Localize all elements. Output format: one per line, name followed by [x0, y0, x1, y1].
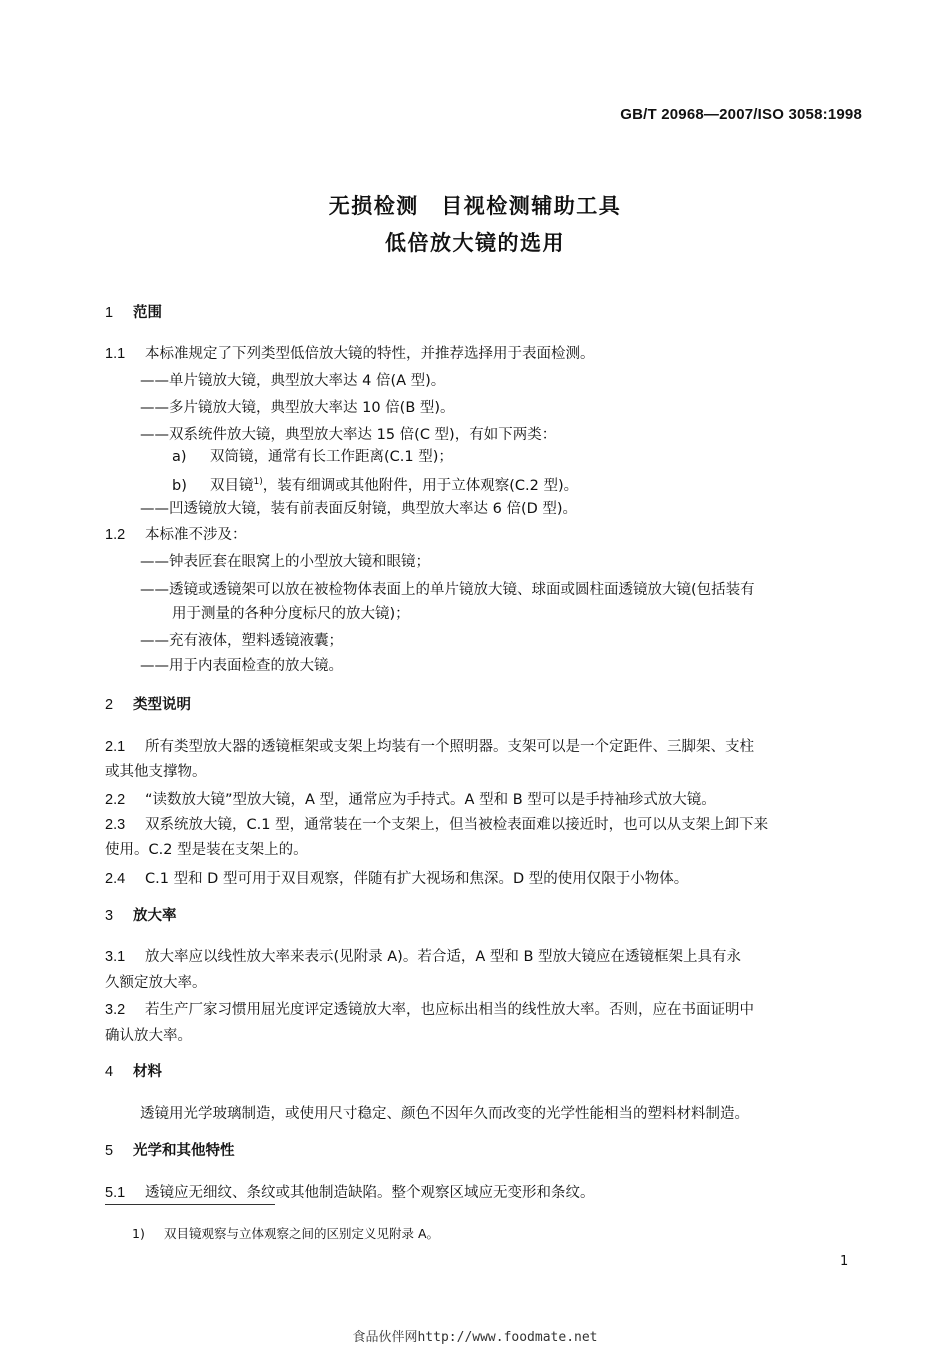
clause-text: 透镜应无细纹、条纹或其他制造缺陷。整个观察区域应无变形和条纹。 — [145, 1185, 595, 1201]
list-item: ——凹透镜放大镜，装有前表面反射镜，典型放大率达 6 倍(D 型)。 — [140, 501, 578, 517]
clause-1-1 — [105, 344, 595, 364]
section-number: 2 — [105, 697, 114, 713]
section-title: 材料 — [133, 1064, 162, 1080]
list-item: ——钟表匠套在眼窝上的小型放大镜和眼镜； — [140, 554, 430, 570]
list-item: ——双系统件放大镜，典型放大率达 15 倍(C 型)，有如下两类： — [140, 427, 557, 443]
clause-3-2 — [105, 1000, 754, 1020]
clause-text-cont: 或其他支撑物。 — [105, 764, 207, 780]
clause-number: 2.3 — [105, 817, 126, 833]
section-2-heading — [105, 695, 191, 715]
clause-text: 本标准不涉及： — [145, 527, 247, 543]
clause-number: 1.1 — [105, 346, 126, 362]
clause-5-1 — [105, 1183, 595, 1203]
list-item: ——用于内表面检查的放大镜。 — [140, 658, 343, 674]
clause-number: 1.2 — [105, 527, 126, 543]
section-1-heading — [105, 303, 162, 323]
title-line-1: 无损检测 目视检测辅助工具 — [328, 194, 622, 218]
clause-text: 本标准规定了下列类型低倍放大镜的特性，并推荐选择用于表面检测。 — [145, 346, 595, 362]
list-item: ——充有液体，塑料透镜液囊； — [140, 633, 343, 649]
list-item: ——多片镜放大镜，典型放大率达 10 倍(B 型)。 — [140, 400, 455, 416]
section-5-heading — [105, 1141, 235, 1161]
sub-item-a — [172, 447, 453, 467]
section-3-heading — [105, 906, 177, 926]
title-line-2: 低倍放大镜的选用 — [385, 231, 565, 255]
clause-number: 2.2 — [105, 792, 126, 808]
clause-text: C.1 型和 D 型可用于双目观察，伴随有扩大视场和焦深。D 型的使用仅限于小物体。 — [145, 871, 689, 887]
section-number: 5 — [105, 1143, 114, 1159]
footnote-ref: 1) — [253, 477, 263, 487]
clause-number: 5.1 — [105, 1185, 126, 1201]
section-title: 范围 — [133, 305, 162, 321]
sub-item-b — [172, 472, 578, 496]
standard-code: GB/T 20968—2007/ISO 3058:1998 — [620, 106, 862, 123]
section-4-heading — [105, 1062, 162, 1082]
clause-2-2 — [105, 790, 716, 810]
watermark: 食品伙伴网http://www.foodmate.net — [352, 1330, 598, 1345]
clause-text-cont: 确认放大率。 — [105, 1028, 192, 1044]
clause-text: 若生产厂家习惯用屈光度评定透镜放大率，也应标出相当的线性放大率。否则，应在书面证明中 — [145, 1002, 754, 1018]
section-title: 类型说明 — [133, 697, 191, 713]
page-number: 1 — [840, 1254, 849, 1269]
clause-number: 3.1 — [105, 949, 126, 965]
footnote-text: 双目镜观察与立体观察之间的区别定义见附录 A。 — [164, 1226, 440, 1241]
clause-2-3 — [105, 815, 768, 835]
footnote-label: 1) — [132, 1226, 145, 1241]
clause-3-1 — [105, 947, 741, 967]
clause-number: 2.1 — [105, 739, 126, 755]
clause-text: 放大率应以线性放大率来表示(见附录 A)。若合适，A 型和 B 型放大镜应在透镜框架上具有永 — [145, 949, 742, 965]
sub-item-label: a) — [172, 449, 187, 465]
clause-text-cont: 使用。C.2 型是装在支架上的。 — [105, 842, 308, 858]
list-item-cont: 用于测量的各种分度标尺的放大镜)； — [172, 606, 410, 622]
clause-text: 所有类型放大器的透镜框架或支架上均装有一个照明器。支架可以是一个定距件、三脚架、支柱 — [145, 739, 754, 755]
sub-item-text: 双目镜 — [210, 477, 254, 494]
clause-number: 3.2 — [105, 1002, 126, 1018]
clause-text: 双系统放大镜，C.1 型，通常装在一个支架上，但当被检表面难以接近时，也可以从支架上卸下来 — [145, 817, 769, 833]
sub-item-label: b) — [172, 477, 187, 494]
clause-number: 2.4 — [105, 871, 126, 887]
section-number: 1 — [105, 305, 114, 321]
section-number: 3 — [105, 908, 114, 924]
clause-1-2 — [105, 525, 247, 545]
sub-item-text: 双筒镜，通常有长工作距离(C.1 型)； — [210, 449, 453, 465]
clause-text: “读数放大镜”型放大镜，A 型，通常应为手持式。A 型和 B 型可以是手持袖珍式放大镜。 — [145, 792, 716, 808]
sub-item-text-cont: ，装有细调或其他附件，用于立体观察(C.2 型)。 — [262, 477, 579, 494]
clause-text-cont: 久额定放大率。 — [105, 975, 207, 991]
clause-2-4 — [105, 869, 688, 889]
clause-2-1 — [105, 737, 754, 757]
list-item: ——透镜或透镜架可以放在被检物体表面上的单片镜放大镜、球面或圆柱面透镜放大镜(包括装有 — [140, 582, 755, 598]
section-title: 放大率 — [133, 908, 177, 924]
list-item: ——单片镜放大镜，典型放大率达 4 倍(A 型)。 — [140, 373, 446, 389]
section-title: 光学和其他特性 — [133, 1143, 235, 1159]
paragraph: 透镜用光学玻璃制造，或使用尺寸稳定、颜色不因年久而改变的光学性能相当的塑料材料制造。 — [140, 1106, 749, 1122]
footnote-divider — [105, 1204, 275, 1205]
section-number: 4 — [105, 1064, 114, 1080]
footnote — [132, 1224, 439, 1242]
